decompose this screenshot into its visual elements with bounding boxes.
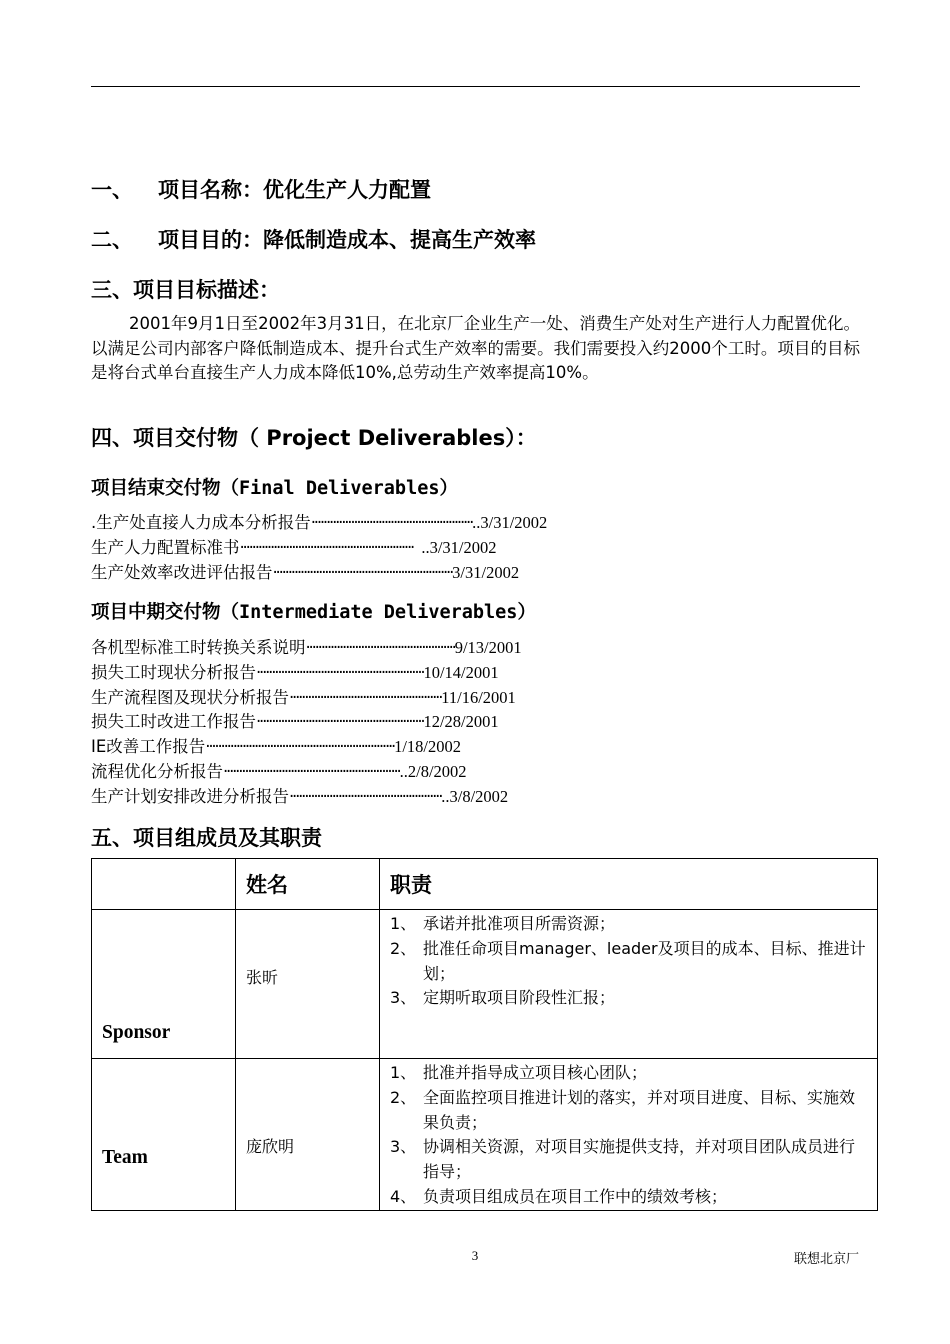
- section-2-title: 项目目的：降低制造成本、提高生产效率: [158, 228, 536, 252]
- role-cell: [92, 910, 236, 1059]
- list-item: 生产计划安排改进分析报告··················································..3/8/2002: [91, 786, 509, 806]
- table-header-row: [92, 859, 878, 910]
- list-item: 4、 负责项目组成员在项目工作中的绩效考核；: [390, 1186, 728, 1206]
- duty-list: [390, 1061, 869, 1210]
- project-description: 2001年9月1日至2002年3月31日，在北京厂企业生产一处、消费生产处对生产进行人力配置优化。以满足公司内部客户降低制造成本、提升台式生产效率的需要。我们需要投入约2000个工时。项目的目标是将台式单台直接生产人力成本降低10%,总劳动生产效率提高10%。: [91, 314, 860, 382]
- section-4-heading: 四、项目交付物（ Project Deliverables）：: [91, 426, 537, 450]
- list-item: 1、 批准并指导成立项目核心团队；: [390, 1063, 648, 1082]
- section-1-title: 项目名称：优化生产人力配置: [158, 178, 431, 202]
- list-item: 损失工时改进工作报告·······················································12/28/2001: [91, 712, 499, 732]
- role-label: Team: [102, 1147, 148, 1168]
- list-item: 各机型标准工时转换关系说明·················································9/13/2001: [91, 638, 522, 657]
- list-item: .生产处直接人力成本分析报告·····················································..3/31/2002: [91, 513, 548, 532]
- list-item: 3、 定期听取项目阶段性汇报；: [390, 988, 616, 1008]
- team-table: [91, 858, 878, 1211]
- list-item: IE改善工作报告······························································1/18/2002: [91, 737, 462, 757]
- list-item: 1、 承诺并批准项目所需资源；: [390, 914, 616, 933]
- section-1-number: 一、: [91, 178, 133, 202]
- header-rule: [91, 86, 860, 87]
- name-cell: [236, 910, 380, 1059]
- intermediate-deliverables-list: [91, 636, 522, 810]
- role-label: Sponsor: [102, 1022, 171, 1043]
- list-item: 2、 批准任命项目manager、leader及项目的成本、目标、推进计划；: [390, 938, 866, 983]
- section-1-heading: [91, 174, 431, 204]
- table-row: [92, 910, 878, 1059]
- list-item: 生产处效率改进评估报告···························································3/31/2002: [91, 562, 520, 582]
- list-item: 2、 全面监控项目推进计划的落实，并对项目进度、目标、实施效果负责；: [390, 1087, 856, 1132]
- header-duty: 职责: [380, 859, 878, 910]
- section-2-heading: [91, 224, 536, 254]
- footer-company: 联想北京厂: [793, 1252, 859, 1267]
- page-number: 3: [471, 1248, 479, 1263]
- name-cell: [236, 1059, 380, 1211]
- list-item: 3、 协调相关资源，对项目实施提供支持，并对项目团队成员进行指导；: [390, 1137, 856, 1182]
- list-item: 损失工时现状分析报告·······················································10/14/2001: [91, 662, 499, 682]
- final-deliverables-list: [91, 511, 547, 585]
- role-cell: [92, 1059, 236, 1211]
- person-name: 庞欣明: [246, 1137, 295, 1156]
- final-deliverables-title: 项目结束交付物（Final Deliverables）: [91, 478, 458, 499]
- list-item: 生产流程图及现状分析报告··················································11/16/2001: [91, 687, 516, 707]
- list-item: 生产人力配置标准书························································· ..3/31/2002: [91, 537, 497, 557]
- duty-list: [390, 912, 869, 1011]
- header-name: 姓名: [236, 859, 380, 910]
- list-item: 流程优化分析报告··························································..2/8/2002: [91, 761, 467, 781]
- intermediate-deliverables-title: 项目中期交付物（Intermediate Deliverables）: [91, 602, 536, 623]
- section-2-number: 二、: [91, 228, 133, 252]
- section-5-heading: 五、项目组成员及其职责: [91, 826, 322, 850]
- header-role: [92, 859, 236, 910]
- table-row: [92, 1059, 878, 1211]
- duty-cell: [380, 910, 878, 1059]
- duty-cell: [380, 1059, 878, 1211]
- person-name: 张昕: [246, 968, 279, 987]
- section-3-heading: 三、项目目标描述：: [91, 278, 280, 302]
